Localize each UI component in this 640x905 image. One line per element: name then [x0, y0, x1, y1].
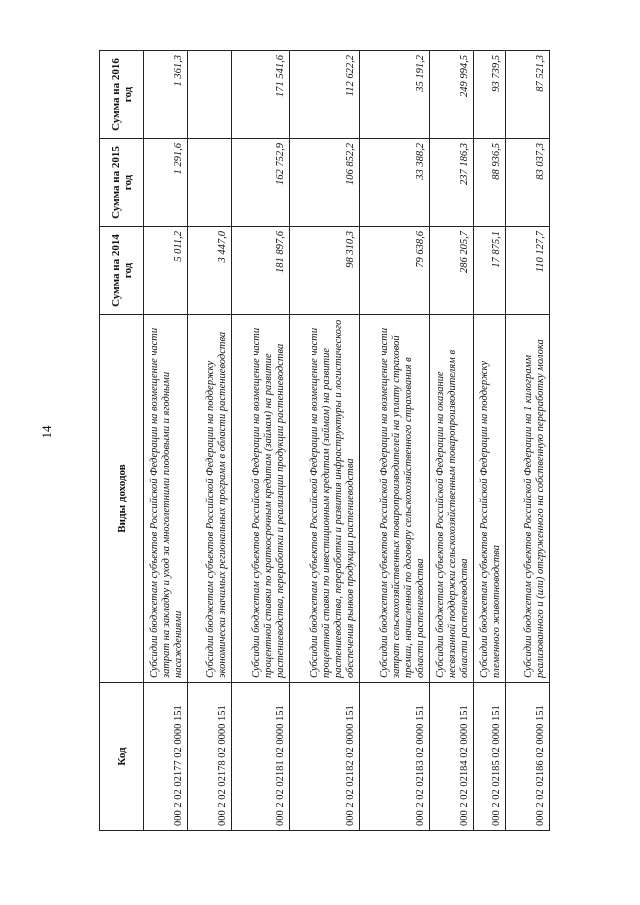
- cell-income-type: Субсидии бюджетам субъектов Российской Федерации на возмещение части процентной ставки по краткосрочным кредитам (займам) на развитие растениеводства, переработки и реализации продукции растениеводства: [232, 315, 290, 683]
- cell-sum-2014: 3 447,0: [188, 227, 232, 315]
- cell-sum-2015: 88 936,5: [474, 139, 506, 227]
- table-row: [474, 51, 506, 831]
- income-table: [99, 50, 550, 831]
- cell-sum-2015: [188, 139, 232, 227]
- cell-sum-2015: 106 852,2: [290, 139, 360, 227]
- cell-income-type: Субсидии бюджетам субъектов Российской Федерации на возмещение части процентной ставки по инвестиционным кредитам (займам) на развитие растениеводства, переработки и развития инфраструктуры и логистического обеспечения рынков продукции растениеводства: [290, 315, 360, 683]
- cell-income-type: Субсидии бюджетам субъектов Российской Федерации на поддержку племенного животноводства: [474, 315, 506, 683]
- cell-code: 000 2 02 02181 02 0000 151: [232, 683, 290, 831]
- table-row: [188, 51, 232, 831]
- table-row: [290, 51, 360, 831]
- cell-sum-2016: 93 739,5: [474, 51, 506, 139]
- table-row: [506, 51, 550, 831]
- cell-sum-2016: 249 994,5: [430, 51, 474, 139]
- cell-code: 000 2 02 02182 02 0000 151: [290, 683, 360, 831]
- header-sum-2015: Сумма на 2015 год: [100, 139, 144, 227]
- cell-code: 000 2 02 02177 02 0000 151: [144, 683, 188, 831]
- header-income-type: Виды доходов: [100, 315, 144, 683]
- header-sum-2016: Сумма на 2016 год: [100, 51, 144, 139]
- rotated-page-content: [99, 51, 546, 831]
- cell-sum-2016: [188, 51, 232, 139]
- cell-sum-2014: 286 205,7: [430, 227, 474, 315]
- cell-sum-2016: 35 191,2: [360, 51, 430, 139]
- income-table-container: [99, 51, 546, 831]
- cell-sum-2014: 110 127,7: [506, 227, 550, 315]
- cell-sum-2016: 87 521,3: [506, 51, 550, 139]
- cell-code: 000 2 02 02183 02 0000 151: [360, 683, 430, 831]
- cell-sum-2014: 181 897,6: [232, 227, 290, 315]
- cell-code: 000 2 02 02185 02 0000 151: [474, 683, 506, 831]
- cell-sum-2015: 83 037,3: [506, 139, 550, 227]
- cell-income-type: Субсидии бюджетам субъектов Российской Федерации на возмещение части затрат сельскохозяйственных товаропроизводителей на уплату страховой премии, начисленной по договору сельскохозяйственного страхования в области растениеводства: [360, 315, 430, 683]
- cell-income-type: Субсидии бюджетам субъектов Российской Федерации на оказание несвязанной поддержки сельскохозяйственным товаропроизводителям в области растениеводства: [430, 315, 474, 683]
- cell-sum-2014: 79 638,6: [360, 227, 430, 315]
- cell-sum-2014: 17 875,1: [474, 227, 506, 315]
- cell-code: 000 2 02 02184 02 0000 151: [430, 683, 474, 831]
- cell-sum-2015: 1 291,6: [144, 139, 188, 227]
- header-code: Код: [100, 683, 144, 831]
- cell-sum-2014: 98 310,3: [290, 227, 360, 315]
- cell-sum-2015: 33 388,2: [360, 139, 430, 227]
- cell-income-type: Субсидии бюджетам субъектов Российской Федерации на 1 килограмм реализованного и (или) отгруженного на собственную переработку молока: [506, 315, 550, 683]
- table-header-row: [100, 51, 144, 831]
- cell-sum-2014: 5 011,2: [144, 227, 188, 315]
- cell-income-type: Субсидии бюджетам субъектов Российской Федерации на возмещение части затрат на закладку и уход за многолетними плодовыми и ягодными насаждениями: [144, 315, 188, 683]
- cell-sum-2015: 237 186,3: [430, 139, 474, 227]
- cell-sum-2016: 1 361,3: [144, 51, 188, 139]
- table-row: [360, 51, 430, 831]
- cell-income-type: Субсидии бюджетам субъектов Российской Федерации на поддержку экономически значимых региональных программ в области растениеводства: [188, 315, 232, 683]
- cell-code: 000 2 02 02186 02 0000 151: [506, 683, 550, 831]
- table-row: [144, 51, 188, 831]
- header-sum-2014: Сумма на 2014 год: [100, 227, 144, 315]
- table-row: [232, 51, 290, 831]
- cell-code: 000 2 02 02178 02 0000 151: [188, 683, 232, 831]
- cell-sum-2016: 171 541,6: [232, 51, 290, 139]
- cell-sum-2015: 162 752,9: [232, 139, 290, 227]
- page-number: 14: [39, 425, 54, 439]
- table-row: [430, 51, 474, 831]
- cell-sum-2016: 112 622,2: [290, 51, 360, 139]
